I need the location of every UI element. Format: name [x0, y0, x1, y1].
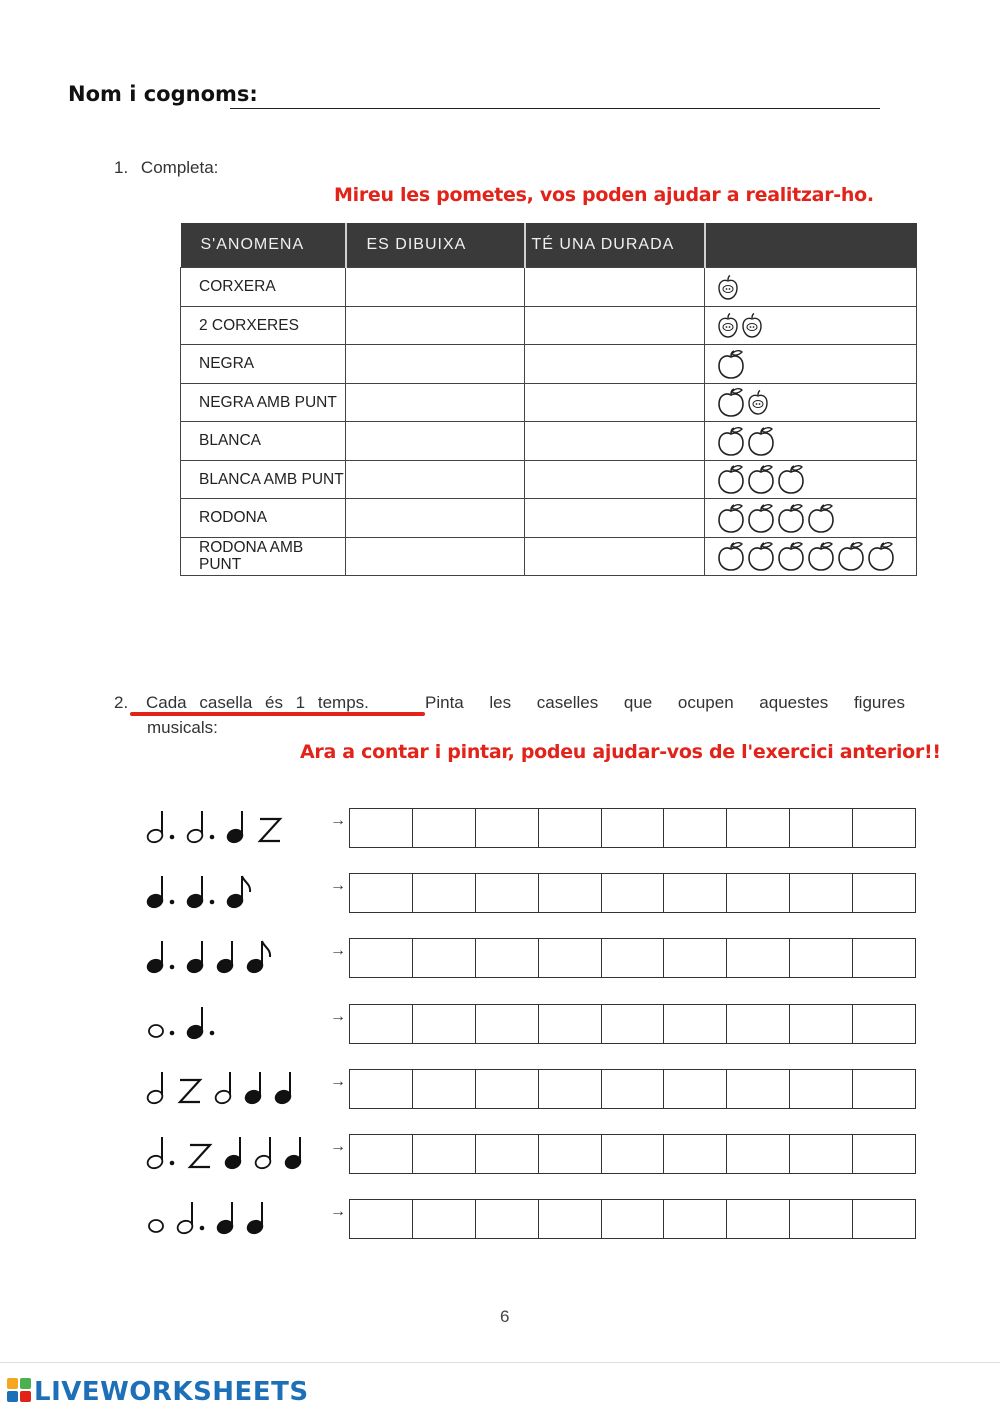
beat-box[interactable] [476, 1005, 539, 1043]
beat-box[interactable] [350, 939, 413, 977]
beat-box[interactable] [790, 1135, 853, 1173]
footer-brand: LIVEWORKSHEETS [34, 1377, 309, 1407]
apple-icon [837, 540, 865, 572]
quarter-note-icon [215, 1198, 237, 1238]
duration-table [180, 223, 917, 576]
beat-box[interactable] [727, 1200, 790, 1238]
beat-box[interactable] [790, 809, 853, 847]
beat-box[interactable] [413, 1200, 476, 1238]
drawing-cell[interactable] [346, 268, 525, 307]
beat-box[interactable] [602, 809, 665, 847]
rhythm-notes [145, 1132, 345, 1174]
apple-icon [777, 540, 805, 572]
half-apple-icon [717, 311, 739, 339]
column-header-duration: TÉ UNA DURADA [525, 223, 705, 268]
duration-cell[interactable] [525, 499, 705, 538]
rhythm-row [145, 1197, 920, 1239]
rhythm-notes [145, 1197, 345, 1239]
beat-box[interactable] [413, 1070, 476, 1108]
beat-box[interactable] [790, 1200, 853, 1238]
apple-icon [747, 425, 775, 457]
table-row [181, 345, 917, 384]
half-note-icon [253, 1133, 275, 1173]
arrow-icon: → [330, 1138, 346, 1155]
dotted-half-note-icon [145, 1133, 177, 1173]
beat-box[interactable] [664, 1135, 727, 1173]
duration-cell[interactable] [525, 537, 705, 576]
beat-boxes [349, 938, 916, 978]
drawing-cell[interactable] [346, 537, 525, 576]
apple-icon [747, 502, 775, 534]
drawing-cell[interactable] [346, 499, 525, 538]
quarter-note-icon [245, 1198, 267, 1238]
beat-box[interactable] [853, 1070, 915, 1108]
beat-box[interactable] [539, 1135, 602, 1173]
quarter-note-icon [223, 1133, 245, 1173]
exercise2-number: 2. [114, 693, 129, 712]
rhythm-row [145, 806, 920, 848]
beat-boxes [349, 1134, 916, 1174]
rhythm-notes [145, 936, 345, 978]
beat-box[interactable] [853, 809, 915, 847]
beat-box[interactable] [727, 939, 790, 977]
apple-icon [717, 425, 745, 457]
arrow-icon: → [330, 1008, 346, 1025]
beat-box[interactable] [539, 1070, 602, 1108]
beat-box[interactable] [476, 809, 539, 847]
beat-box[interactable] [413, 1135, 476, 1173]
dotted-half-note-icon [145, 807, 177, 847]
beat-box[interactable] [727, 1135, 790, 1173]
apples-cell [705, 499, 917, 538]
apple-icon [807, 540, 835, 572]
liveworksheets-logo-icon [6, 1377, 32, 1403]
column-header-drawing: ES DIBUIXA [346, 223, 525, 268]
duration-cell[interactable] [525, 306, 705, 345]
quarter-note-icon [185, 937, 207, 977]
beat-box[interactable] [602, 1005, 665, 1043]
figure-name: CORXERA [181, 268, 346, 307]
beat-box[interactable] [413, 939, 476, 977]
arrow-icon: → [330, 812, 346, 829]
beat-box[interactable] [602, 1200, 665, 1238]
apples-cell [705, 460, 917, 499]
column-header-name: S'ANOMENA [181, 223, 346, 268]
duration-cell[interactable] [525, 422, 705, 461]
figure-name: RODONA [181, 499, 346, 538]
apple-icon [747, 463, 775, 495]
apples-group [705, 311, 916, 339]
exercise2-instruction-part3: musicals: [147, 718, 218, 737]
beat-box[interactable] [790, 874, 853, 912]
apple-icon [717, 502, 745, 534]
drawing-cell[interactable] [346, 345, 525, 384]
apple-icon [777, 502, 805, 534]
figure-name: BLANCA [181, 422, 346, 461]
apple-icon [777, 463, 805, 495]
beat-box[interactable] [350, 1200, 413, 1238]
beat-box[interactable] [413, 874, 476, 912]
apples-group [705, 540, 916, 572]
beat-box[interactable] [602, 874, 665, 912]
beat-boxes [349, 1004, 916, 1044]
beat-box[interactable] [727, 874, 790, 912]
apples-group [705, 386, 916, 418]
beat-box[interactable] [664, 939, 727, 977]
beat-box[interactable] [664, 809, 727, 847]
apple-icon [717, 348, 745, 380]
figure-name: RODONA AMB PUNT [181, 537, 346, 576]
beat-box[interactable] [664, 1070, 727, 1108]
duration-cell[interactable] [525, 345, 705, 384]
apples-cell [705, 345, 917, 384]
apples-cell [705, 268, 917, 307]
dotted-half-note-icon [185, 807, 217, 847]
beat-box[interactable] [476, 1135, 539, 1173]
dotted-half-note-icon [175, 1198, 207, 1238]
beat-box[interactable] [476, 1200, 539, 1238]
beat-box[interactable] [539, 809, 602, 847]
apple-icon [867, 540, 895, 572]
beat-box[interactable] [853, 1200, 915, 1238]
dotted-quarter-note-icon [145, 872, 177, 912]
apples-cell [705, 383, 917, 422]
beat-box[interactable] [350, 809, 413, 847]
apple-icon [747, 540, 775, 572]
table-row [181, 383, 917, 422]
drawing-cell[interactable] [346, 306, 525, 345]
apple-icon [807, 502, 835, 534]
beat-box[interactable] [853, 1135, 915, 1173]
beat-box[interactable] [476, 939, 539, 977]
beat-box[interactable] [853, 874, 915, 912]
apples-group [705, 348, 916, 380]
beat-box[interactable] [790, 939, 853, 977]
apples-group [705, 502, 916, 534]
arrow-icon: → [330, 1073, 346, 1090]
apples-group [705, 425, 916, 457]
exercise2-instruction-part2: Pinta les caselles que ocupen aquestes figures [425, 693, 905, 712]
beat-box[interactable] [853, 1005, 915, 1043]
exercise1-number: 1. [114, 158, 129, 177]
quarter-note-icon [283, 1133, 305, 1173]
beat-box[interactable] [602, 939, 665, 977]
rest-icon [175, 1068, 205, 1108]
rest-icon [255, 807, 285, 847]
figure-name: NEGRA AMB PUNT [181, 383, 346, 422]
beat-box[interactable] [476, 1070, 539, 1108]
rhythm-row [145, 1132, 920, 1174]
beat-box[interactable] [413, 1005, 476, 1043]
column-header-apples [705, 223, 917, 268]
figure-name: 2 CORXERES [181, 306, 346, 345]
beat-box[interactable] [539, 939, 602, 977]
rhythm-row [145, 1067, 920, 1109]
quarter-note-icon [225, 807, 247, 847]
name-input-line[interactable] [230, 108, 880, 109]
rhythm-row [145, 1002, 920, 1044]
figure-name: BLANCA AMB PUNT [181, 460, 346, 499]
beat-box[interactable] [790, 1005, 853, 1043]
page-number: 6 [500, 1307, 510, 1326]
exercise2-instruction-part1: Cada casella és 1 temps. [146, 693, 369, 712]
dotted-quarter-note-icon [185, 872, 217, 912]
table-row [181, 422, 917, 461]
duration-cell[interactable] [525, 383, 705, 422]
figure-name: NEGRA [181, 345, 346, 384]
duration-cell[interactable] [525, 460, 705, 499]
drawing-cell[interactable] [346, 383, 525, 422]
beat-box[interactable] [853, 939, 915, 977]
arrow-icon: → [330, 1203, 346, 1220]
dotted-whole-note-icon [145, 1003, 177, 1043]
rhythm-row [145, 871, 920, 913]
beat-boxes [349, 873, 916, 913]
arrow-icon: → [330, 942, 346, 959]
apples-cell [705, 537, 917, 576]
beat-box[interactable] [350, 1070, 413, 1108]
drawing-cell[interactable] [346, 460, 525, 499]
beat-box[interactable] [539, 1200, 602, 1238]
eighth-note-icon [225, 872, 253, 912]
half-apple-icon [717, 273, 739, 301]
half-note-icon [145, 1068, 167, 1108]
half-apple-icon [747, 388, 769, 416]
dotted-quarter-note-icon [145, 937, 177, 977]
quarter-note-icon [243, 1068, 265, 1108]
beat-box[interactable] [350, 874, 413, 912]
beat-box[interactable] [476, 874, 539, 912]
half-apple-icon [741, 311, 763, 339]
beat-box[interactable] [539, 874, 602, 912]
apple-icon [717, 463, 745, 495]
dotted-quarter-note-icon [185, 1003, 217, 1043]
duration-cell[interactable] [525, 268, 705, 307]
exercise1-note: Mireu les pometes, vos poden ajudar a realitzar-ho. [334, 184, 874, 206]
drawing-cell[interactable] [346, 422, 525, 461]
beat-box[interactable] [664, 874, 727, 912]
table-header-row [181, 223, 917, 268]
exercise1-heading [114, 158, 218, 178]
rhythm-notes [145, 871, 345, 913]
beat-boxes [349, 808, 916, 848]
table-row [181, 306, 917, 345]
table-row [181, 460, 917, 499]
beat-box[interactable] [602, 1070, 665, 1108]
table-row [181, 499, 917, 538]
exercise2-note: Ara a contar i pintar, podeu ajudar-vos de l'exercici anterior!! [300, 741, 941, 763]
arrow-icon: → [330, 877, 346, 894]
apples-cell [705, 306, 917, 345]
rhythm-notes [145, 1002, 345, 1044]
beat-box[interactable] [350, 1005, 413, 1043]
beat-box[interactable] [350, 1135, 413, 1173]
beat-box[interactable] [413, 809, 476, 847]
table-row [181, 268, 917, 307]
apples-group [705, 273, 916, 301]
eighth-note-icon [245, 937, 273, 977]
instruction-highlight-underline [130, 712, 425, 716]
rhythm-notes [145, 1067, 345, 1109]
apple-icon [717, 540, 745, 572]
beat-box[interactable] [664, 1200, 727, 1238]
beat-box[interactable] [539, 1005, 602, 1043]
beat-box[interactable] [602, 1135, 665, 1173]
beat-box[interactable] [664, 1005, 727, 1043]
beat-boxes [349, 1199, 916, 1239]
beat-boxes [349, 1069, 916, 1109]
beat-box[interactable] [727, 1070, 790, 1108]
rest-icon [185, 1133, 215, 1173]
rhythm-row [145, 936, 920, 978]
exercise1-instruction: Completa: [140, 158, 219, 177]
beat-box[interactable] [727, 809, 790, 847]
quarter-note-icon [215, 937, 237, 977]
beat-box[interactable] [790, 1070, 853, 1108]
apple-icon [717, 386, 745, 418]
quarter-note-icon [273, 1068, 295, 1108]
whole-note-icon [145, 1198, 167, 1238]
apples-cell [705, 422, 917, 461]
beat-box[interactable] [727, 1005, 790, 1043]
apples-group [705, 463, 916, 495]
half-note-icon [213, 1068, 235, 1108]
name-label: Nom i cognoms: [68, 82, 258, 106]
rhythm-notes [145, 806, 345, 848]
table-row [181, 537, 917, 576]
